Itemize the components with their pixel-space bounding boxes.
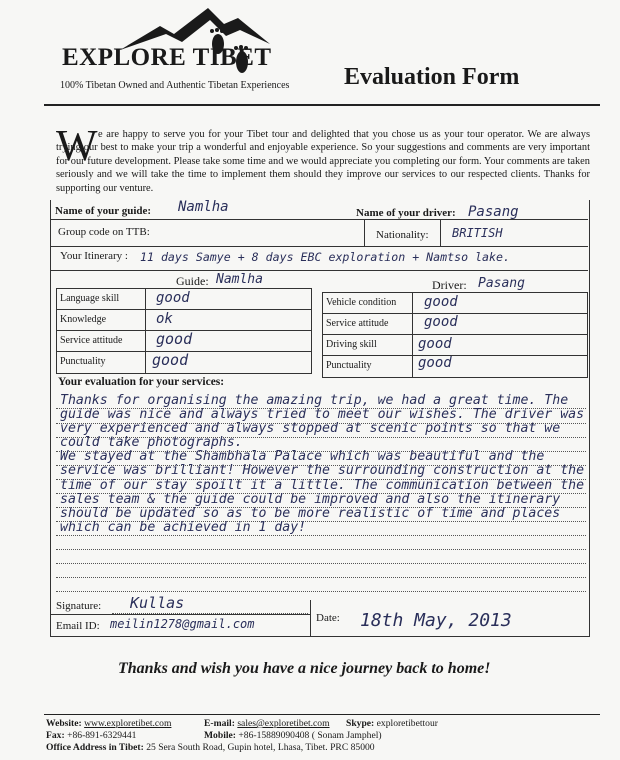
nationality-value[interactable]: BRITISH	[452, 226, 503, 240]
address-label: Office Address in Tibet:	[46, 742, 144, 753]
driver-rating-value[interactable]: good	[424, 294, 458, 310]
footer-skype	[346, 718, 438, 729]
guide-rating-label: Punctuality	[60, 356, 106, 367]
footer-mobile	[204, 730, 382, 741]
address-value: 25 Sera South Road, Gupin hotel, Lhasa, Tibet. PRC 85000	[146, 742, 375, 753]
guide-name-label: Name of your guide:	[55, 205, 152, 217]
date-label: Date:	[316, 612, 340, 624]
date-value[interactable]: 18th May, 2013	[360, 610, 512, 631]
footer-address	[46, 742, 375, 753]
guide-rating-value[interactable]: good	[156, 330, 193, 348]
evaluation-label: Your evaluation for your services:	[58, 376, 225, 388]
email-footer-label: E-mail:	[204, 718, 235, 729]
skype-label: Skype:	[346, 718, 375, 729]
footer-row-1	[46, 718, 171, 729]
tagline: 100% Tibetan Owned and Authentic Tibetan Experiences	[60, 80, 290, 91]
fax-label: Fax:	[46, 730, 65, 741]
guide-rating-value[interactable]: good	[156, 290, 190, 306]
page-title: Evaluation Form	[344, 64, 520, 90]
driver-section-label: Driver:	[432, 278, 467, 292]
driver-rating-value[interactable]: good	[418, 355, 452, 371]
header-divider	[44, 104, 600, 106]
driver-rating-label: Service attitude	[326, 318, 389, 329]
evaluation-paragraph: Thanks for organising the amazing trip, we had a great time. The guide was nice and always tried to meet our wishes. The driver was very experienced and always stopped at scenic points so that we could take photographs.	[60, 393, 585, 451]
guide-rating-label: Service attitude	[60, 335, 123, 346]
signature-value[interactable]: Kullas	[130, 594, 185, 612]
brand-name: EXPLORE TIBET	[62, 44, 272, 71]
group-code-value[interactable]	[180, 226, 350, 240]
guide-rating-label: Knowledge	[60, 314, 107, 325]
driver-rating-value[interactable]: good	[418, 336, 452, 352]
guide-rating-label: Language skill	[60, 293, 120, 304]
closing-message: Thanks and wish you have a nice journey back to home!	[118, 660, 491, 677]
group-code-label: Group code on TTB:	[58, 226, 150, 238]
driver-name-value[interactable]: Pasang	[468, 204, 519, 220]
driver-rating-label: Driving skill	[326, 339, 377, 350]
guide-name-value[interactable]: Namlha	[178, 199, 229, 215]
guide-section-label: Guide:	[176, 274, 209, 288]
guide-section-value: Namlha	[216, 272, 263, 287]
driver-rating-label: Vehicle condition	[326, 297, 397, 308]
guide-rating-value[interactable]: good	[152, 351, 189, 369]
mobile-value: +86-15889090408 ( Sonam Jamphel)	[238, 730, 382, 741]
website-link[interactable]: www.exploretibet.com	[84, 718, 172, 729]
website-label: Website:	[46, 718, 82, 729]
skype-value: exploretibettour	[376, 718, 438, 729]
email-value[interactable]: meilin1278@gmail.com	[110, 617, 255, 631]
driver-rating-value[interactable]: good	[424, 314, 458, 330]
intro-drop-cap: W	[56, 121, 98, 170]
guide-rating-value[interactable]: ok	[156, 311, 173, 327]
nationality-label: Nationality:	[376, 229, 429, 241]
footer-divider	[44, 714, 600, 715]
evaluation-text[interactable]	[60, 394, 588, 535]
itinerary-value[interactable]: 11 days Samye + 8 days EBC exploration + Namtso lake.	[140, 250, 510, 264]
driver-section-value: Pasang	[478, 276, 525, 291]
driver-name-label: Name of your driver:	[356, 207, 456, 219]
driver-rating-label: Punctuality	[326, 360, 372, 371]
mobile-label: Mobile:	[204, 730, 236, 741]
email-link[interactable]: sales@exploretibet.com	[237, 718, 330, 729]
footer-fax	[46, 730, 136, 741]
signature-label: Signature:	[56, 600, 102, 612]
footer-email	[204, 718, 330, 729]
email-label: Email ID:	[56, 620, 100, 632]
intro-paragraph: e are happy to serve you for your Tibet tour and delighted that you chose us as your tour operator. We are always trying our best to make your trip a wonderful and enjoyable experience. So your suggestions and comments are very important for our future development. Please take some time and we would appreciate you completing our form. Your comments are taken seriously and we will take the time to implement them should they improve our services to our respected clients. Thanks for supporting our venture.	[56, 129, 590, 194]
fax-value: +86-891-6329441	[67, 730, 137, 741]
itinerary-label: Your Itinerary :	[60, 250, 128, 262]
evaluation-paragraph: We stayed at the Shambhala Palace which was beautiful and the service was brilliant! However the surrounding construction at the time of our stay spoilt it a little. The communication between the sales team & the guide could be improved and also the itinerary should be updated so as to be more realistic of time and places which can be achieved in 1 day!	[60, 449, 585, 535]
